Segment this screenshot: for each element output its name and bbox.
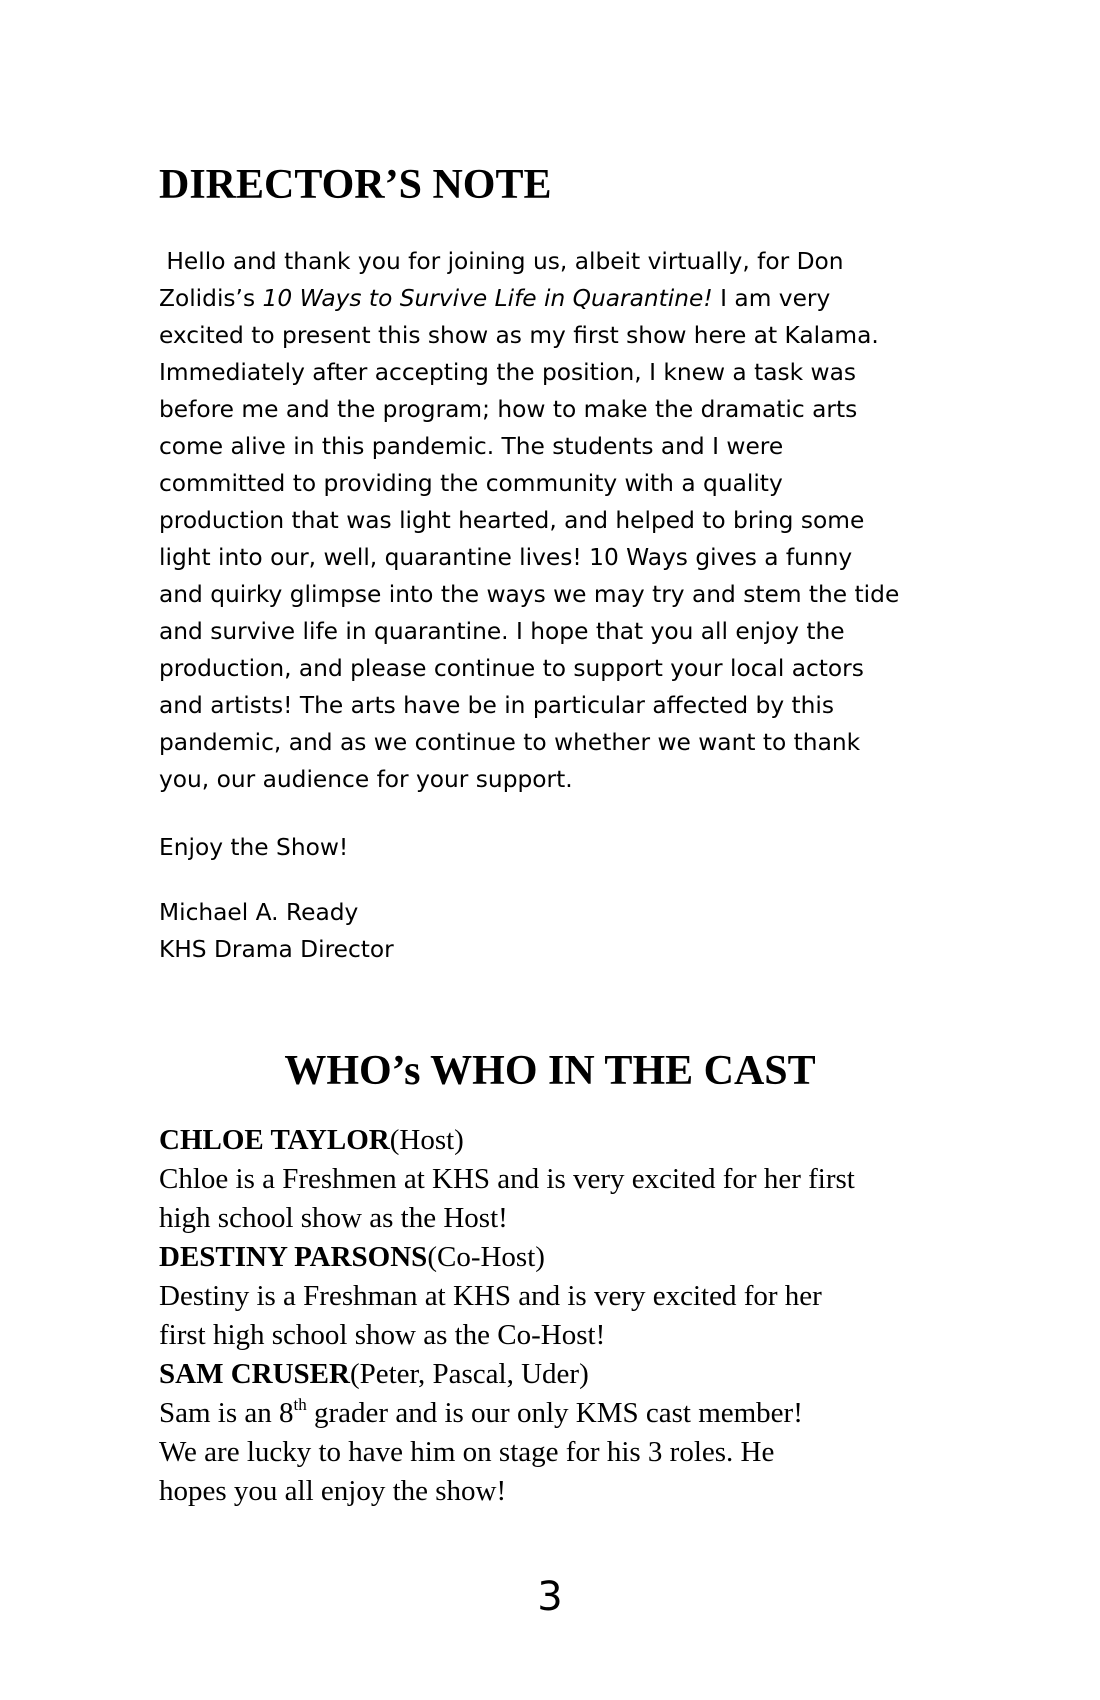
cast-name: CHLOE TAYLOR [159, 1124, 390, 1156]
note-line: and quirky glimpse into the ways we may try and stem the tide [159, 581, 900, 608]
note-line: you, our audience for your support. [159, 766, 573, 793]
play-title: 10 Ways to Survive Life in Quarantine! [262, 285, 713, 312]
directors-note-title: DIRECTOR’S NOTE [159, 162, 552, 208]
note-line: and artists! The arts have be in particular affected by this [159, 692, 835, 719]
note-line: and survive life in quarantine. I hope that you all enjoy the [159, 618, 845, 645]
cast-bio-line: first high school show as the Co-Host! [159, 1319, 606, 1351]
directors-note-body [159, 243, 959, 798]
signature-name: Michael A. Ready [159, 899, 359, 926]
cast-bio-line: Destiny is a Freshman at KHS and is very excited for her [159, 1280, 822, 1312]
cast-section-title: WHO’s WHO IN THE CAST [284, 1048, 816, 1094]
note-line: excited to present this show as my first show here at Kalama. [159, 322, 879, 349]
cast-role: (Host) [389, 1124, 464, 1156]
cast-name: DESTINY PARSONS [159, 1241, 428, 1273]
ordinal-superscript: th [293, 1395, 307, 1414]
signature-block [159, 894, 394, 968]
cast-bio-text: Sam is an 8 [159, 1397, 294, 1429]
cast-bio-line: We are lucky to have him on stage for his 3 roles. He [159, 1436, 775, 1468]
cast-bio-line: Chloe is a Freshmen at KHS and is very excited for her first [159, 1163, 855, 1195]
cast-bio-line [159, 1394, 979, 1433]
page-number: 3 [537, 1574, 563, 1620]
cast-bio-text: grader and is our only KMS cast member! [306, 1397, 803, 1429]
note-line: committed to providing the community with a quality [159, 470, 783, 497]
cast-name: SAM CRUSER [159, 1358, 350, 1390]
note-line: pandemic, and as we continue to whether we want to thank [159, 729, 861, 756]
cast-bio-line: high school show as the Host! [159, 1202, 508, 1234]
cast-entry-heading [159, 1238, 979, 1277]
note-line: light into our, well, quarantine lives! 10 Ways gives a funny [159, 544, 853, 571]
note-line [159, 280, 959, 317]
note-line: production, and please continue to support your local actors [159, 655, 864, 682]
cast-bio-line: hopes you all enjoy the show! [159, 1475, 507, 1507]
note-line: Hello and thank you for joining us, albeit virtually, for Don [159, 248, 844, 275]
cast-role: (Co-Host) [427, 1241, 545, 1273]
note-text: I am very [712, 285, 831, 312]
cast-role: (Peter, Pascal, Uder) [349, 1358, 589, 1390]
cast-list [159, 1121, 979, 1511]
cast-entry-heading [159, 1121, 979, 1160]
note-line: Immediately after accepting the position, I knew a task was [159, 359, 857, 386]
signature-title: KHS Drama Director [159, 936, 394, 963]
note-line: production that was light hearted, and helped to bring some [159, 507, 865, 534]
note-text: Zolidis’s [159, 285, 263, 312]
cast-entry-heading [159, 1355, 979, 1394]
closing-line: Enjoy the Show! [159, 834, 349, 861]
note-line: before me and the program; how to make the dramatic arts [159, 396, 858, 423]
note-line: come alive in this pandemic. The students and I were [159, 433, 784, 460]
